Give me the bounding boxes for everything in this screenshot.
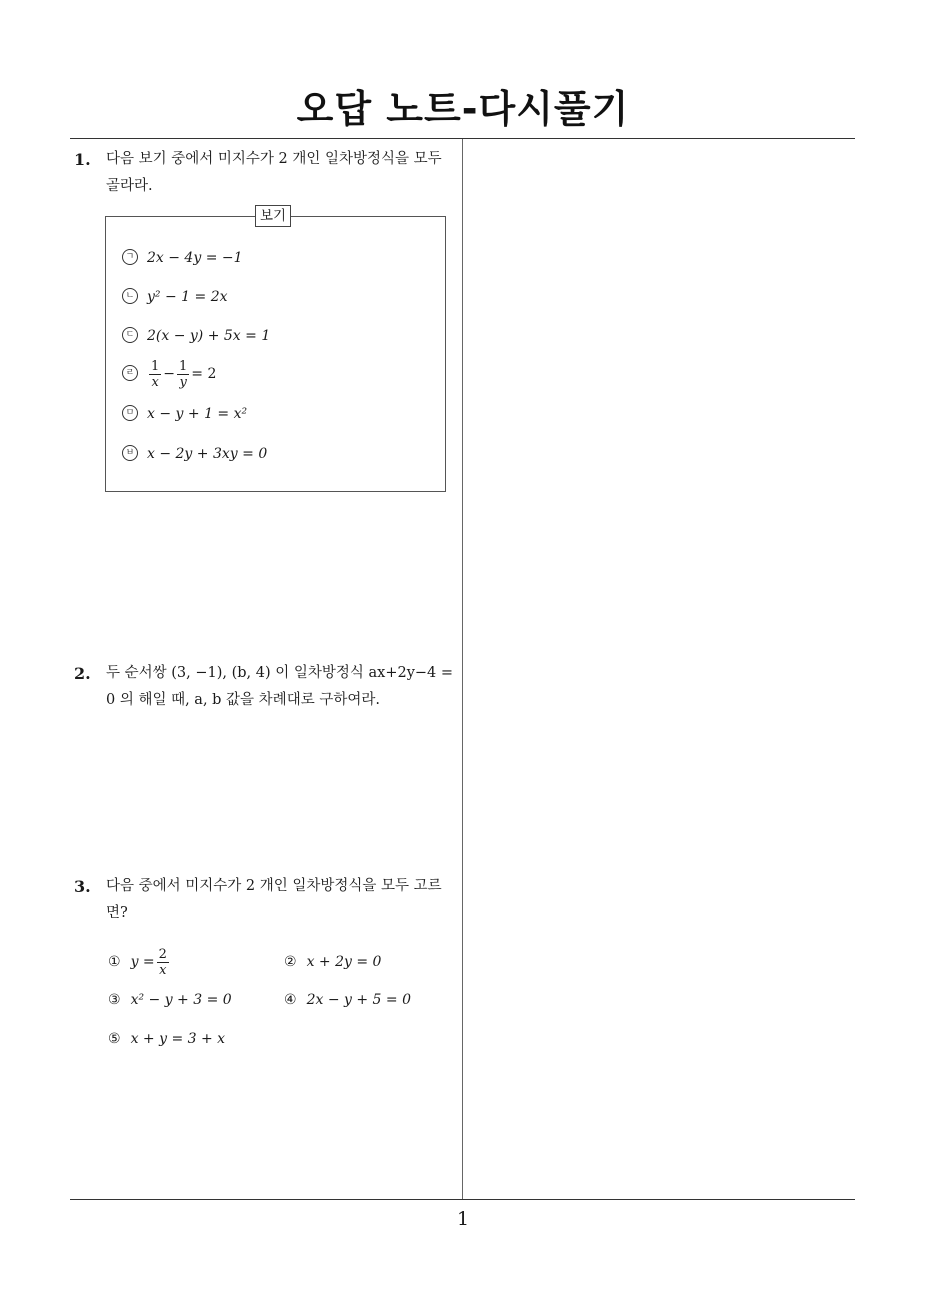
question-number: 3. xyxy=(74,877,91,896)
bogi-item xyxy=(122,403,247,425)
choice-expression: 2x − y + 5 = 0 xyxy=(306,992,411,1008)
fraction: $\frac{2}{x}$ xyxy=(158,946,167,978)
question-number: 2. xyxy=(74,664,91,683)
choice-2 xyxy=(284,950,381,974)
bogi-item-expression: 2x − 4y = −1 xyxy=(147,250,243,266)
bogi-item-mark: ㅁ xyxy=(122,405,138,421)
choice-number: ④ xyxy=(284,992,297,1008)
choice-4 xyxy=(284,988,411,1012)
page-number: 1 xyxy=(456,1208,470,1230)
fraction: $\frac{1}{y}$ xyxy=(179,358,188,390)
bogi-item-mark: ㄷ xyxy=(122,327,138,343)
bottom-rule xyxy=(70,1199,855,1200)
bogi-item-mark: ㄱ xyxy=(122,249,138,265)
column-divider xyxy=(462,139,463,1200)
choice-3 xyxy=(108,988,232,1012)
page-title: 오답 노트-다시풀기 xyxy=(296,87,630,131)
choice-expression: x + 2y = 0 xyxy=(306,954,382,970)
bogi-item xyxy=(122,286,228,308)
choice-expression: x + y = 3 + x xyxy=(130,1031,226,1047)
question-text xyxy=(106,146,459,200)
choice-5 xyxy=(108,1027,225,1051)
choice-number: ① xyxy=(108,954,121,970)
question-text-line: 면? xyxy=(106,905,128,921)
bogi-item-expression: x − 2y + 3xy = 0 xyxy=(147,446,268,462)
choice-expression: x² − y + 3 = 0 xyxy=(130,992,232,1008)
choice-1 xyxy=(108,944,171,980)
question-2 xyxy=(74,660,459,714)
bogi-item xyxy=(122,357,216,391)
question-1 xyxy=(74,146,459,200)
equation-rhs: = 2 xyxy=(191,366,217,382)
bogi-item-expression: 2(x − y) + 5x = 1 xyxy=(147,328,271,344)
bogi-item-mark: ㄴ xyxy=(122,288,138,304)
choice-number: ② xyxy=(284,954,297,970)
question-text-line: 두 순서쌍 (3, −1), (b, 4) 이 일차방정식 ax+2y−4 = xyxy=(106,665,454,681)
operator: − xyxy=(163,366,176,382)
question-text-line: 0 의 해일 때, a, b 값을 차례대로 구하여라. xyxy=(106,692,380,708)
question-text-line: 다음 중에서 미지수가 2 개인 일차방정식을 모두 고르 xyxy=(106,878,442,894)
question-number: 1. xyxy=(74,150,91,169)
question-text-line: 다음 보기 중에서 미지수가 2 개인 일차방정식을 모두 xyxy=(106,151,442,167)
question-text-line: 골라라. xyxy=(106,178,153,194)
bogi-item xyxy=(122,247,243,269)
bogi-item-mark: ㄹ xyxy=(122,365,138,381)
choice-number: ⑤ xyxy=(108,1031,121,1047)
bogi-label: 보기 xyxy=(255,205,291,227)
question-text xyxy=(106,660,459,714)
bogi-item xyxy=(122,443,267,465)
fraction: $\frac{1}{x}$ xyxy=(151,358,160,390)
bogi-item-expression: y² − 1 = 2x xyxy=(147,289,228,305)
choice-expression: y = xyxy=(130,954,155,970)
question-text xyxy=(106,873,459,927)
question-3 xyxy=(74,873,459,927)
choice-number: ③ xyxy=(108,992,121,1008)
bogi-item-expression: x − y + 1 = x² xyxy=(147,406,248,422)
bogi-item-mark: ㅂ xyxy=(122,445,138,461)
bogi-item xyxy=(122,325,270,347)
